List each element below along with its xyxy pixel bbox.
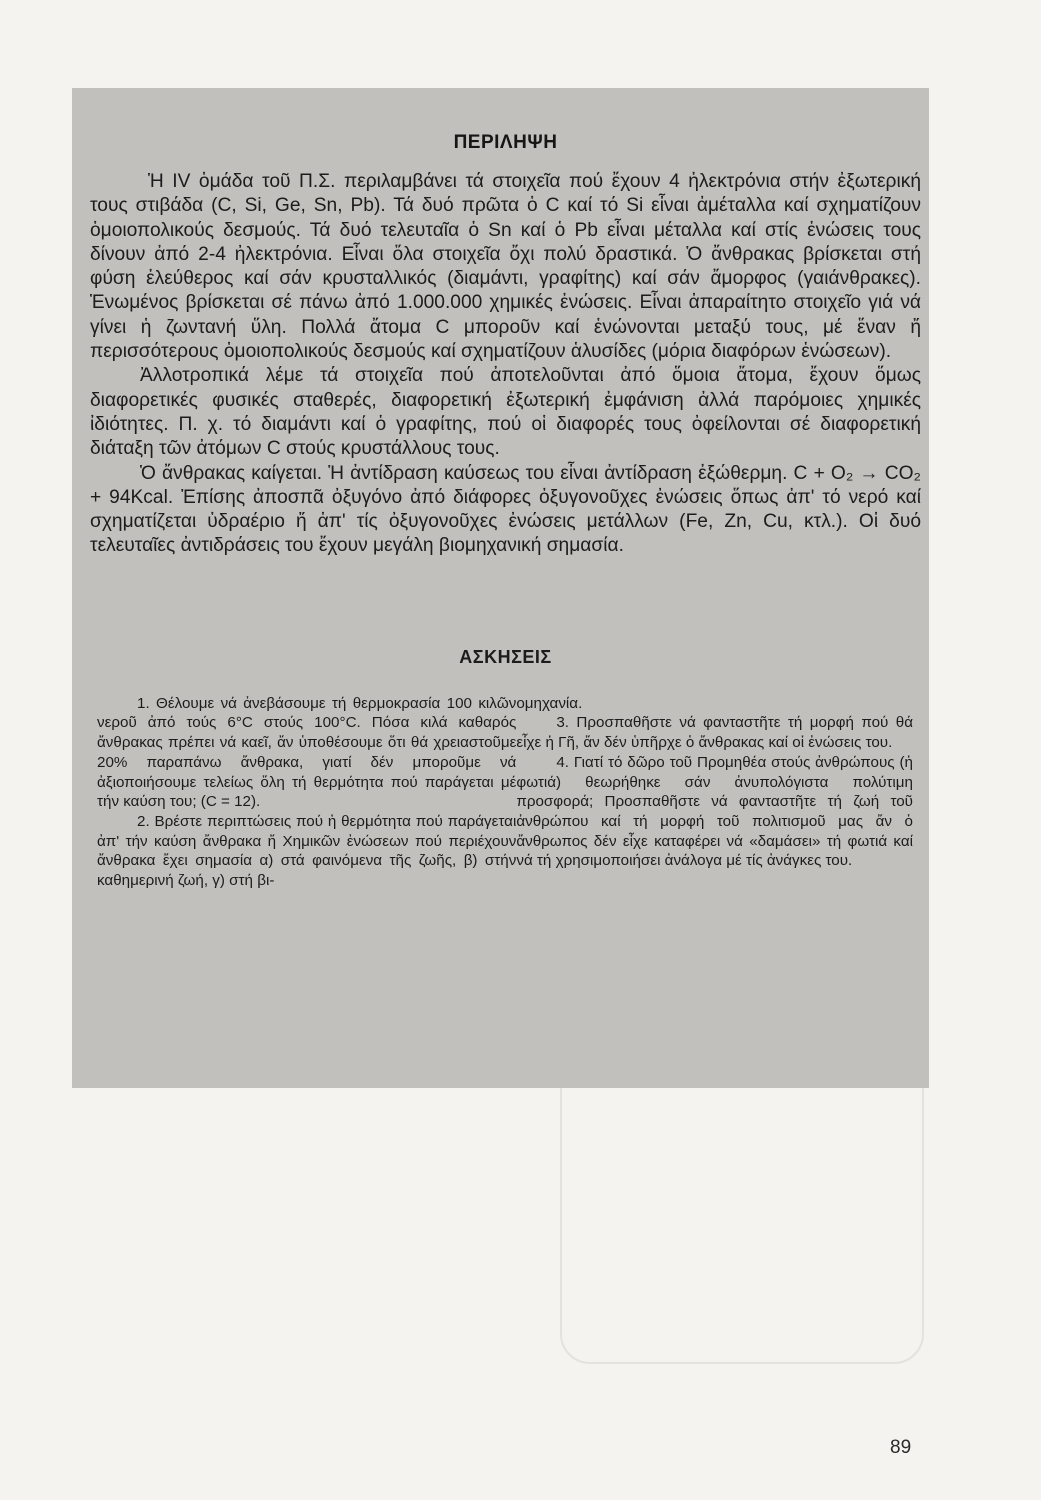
summary-paragraph: Ἡ IV ὁμάδα τοῦ Π.Σ. περιλαμβάνει τά στοιχεῖα πού ἔχουν 4 ἠλεκτρόνια στήν ἐξωτερική τους στιβάδα (C, Si, Ge, Sn, Pb). Τά δυό πρῶτα ὁ C καί τό Si εἶναι ἀμέταλλα καί σχηματίζουν ὁμοιοπολικούς δεσμούς. Τά δυό τελευταῖα ὁ Sn καί ὁ Pb εἶναι μέταλλα καί στίς ἐνώσεις τους δίνουν ἀπό 2-4 ἠλεκτρόνια. Εἶναι ὅλα στοιχεῖα ὄχι πολύ δραστικά. Ὁ ἄνθρακας βρίσκεται στή φύση ἐλεύθερος καί σάν κρυσταλλικός (διαμάντι, γραφίτης) καί σάν ἄμορφος (γαιάνθρακες). Ἑνωμένος βρίσκεται σέ πάνω ἀπό 1.000.000 χημικές ἐνώσεις. Εἶναι ἀπαραίτητο στοιχεῖο γιά νά γίνει ἡ ζωντανή ὕλη. Πολλά ἄτομα C μποροῦν καί ἑνώνονται μεταξύ τους, μέ ἕναν ἤ περισσότερους ὁμοιοπολικούς δεσμούς καί σχηματίζουν ἁλυσίδες (μόρια διαφόρων ἑνώσεων). bbox=[90, 171, 921, 363]
exercise-item: 4. Γιατί τό δῶρο τοῦ Προμηθέα στούς ἀνθρώπους (ἡ φωτιά) θεωρήθηκε σάν ἀνυπολόγιστα πολύτιμη προσφορά; Προσπαθῆστε νά φανταστῆτε τή ζωή τοῦ ἀνθρώπου καί τή μορφή τοῦ πολιτισμοῦ μας ἄν ὁ ἄνθρωπος δέν εἶχε καταφέρει νά «δαμάσει» τή φωτιά καί νά τή χρησιμοποιήσει ἀνάλογα μέ τίς ἀνάγκες του. bbox=[516, 753, 913, 870]
exercises-columns bbox=[90, 694, 921, 891]
exercise-item: 1. Θέλουμε νά ἀνεβάσουμε τή θερμοκρασία 100 κιλῶν νεροῦ ἀπό τούς 6°C στούς 100°C. Πόσα κιλά καθαρός ἄνθρακας πρέπει νά καεῖ, ἄν ὑποθέσουμε ὅτι θά χρειαστοῦμε 20% παραπάνω ἄνθρακα, γιατί δέν μποροῦμε νά ἀξιοποιήσουμε τελείως ὅλη τή θερμότητα πού παράγεται μέ τήν καύση του; (C = 12). bbox=[97, 694, 517, 811]
exercises-left-column bbox=[90, 694, 516, 891]
summary-body bbox=[90, 170, 921, 559]
exercises-right-column bbox=[516, 694, 921, 891]
bleed-through-text bbox=[505, 1080, 925, 1380]
summary-panel bbox=[72, 88, 929, 1088]
summary-paragraph: Ὁ ἄνθρακας καίγεται. Ἡ ἀντίδραση καύσεως του εἶναι ἀντίδραση ἐξώθερμη. C + O₂ → CO₂ + 94Kcal. Ἐπίσης ἀποσπᾶ ὀξυγόνο ἀπό διάφορες ὀξυγονοῦχες ἐνώσεις ὅπως ἀπ' τό νερό καί σχηματίζεται ὑδραέριο ἤ ἀπ' τίς ὀξυγονοῦχες ἐνώσεις μετάλλων (Fe, Zn, Cu, κτλ.). Οἱ δυό τελευταῖες ἀντιδράσεις του ἔχουν μεγάλη βιομηχανική σημασία. bbox=[90, 462, 921, 557]
page-number: 89 bbox=[890, 1437, 912, 1458]
exercise-item: 2. Βρέστε περιπτώσεις πού ἡ θερμότητα πού παράγεται ἀπ' τήν καύση ἄνθρακα ἤ Χημικῶν ἐνώσεων πού περιέχουν ἄνθρακα ἔχει σημασία α) στά φαινόμενα τῆς ζωῆς, β) στήν καθημερινή ζωή, γ) στή βι- bbox=[97, 812, 517, 890]
summary-title: ΠΕΡΙΛΗΨΗ bbox=[453, 132, 558, 153]
exercises-title: ΑΣΚΗΣΕΙΣ bbox=[459, 646, 552, 667]
exercise-item: 3. Προσπαθῆστε νά φανταστῆτε τή μορφή πού θά εἶχε ἡ Γῆ, ἄν δέν ὑπῆρχε ὁ ἄνθρακας καί οἱ ἐνώσεις του. bbox=[516, 714, 913, 752]
exercise-continuation: ομηχανία. bbox=[516, 694, 583, 712]
summary-paragraph: Ἀλλοτροπικά λέμε τά στοιχεῖα πού ἀποτελοῦνται ἀπό ὅμοια ἄτομα, ἔχουν ὅμως διαφορετικές φυσικές σταθερές, διαφορετική ἐξωτερική ἐμφάνιση ἀλλά παρόμοιες χημικές ἰδιότητες. Π. χ. τό διαμάντι καί ὁ γραφίτης, πού οἱ διαφορές τους ὀφείλονται σέ διαφορετική διάταξη τῶν ἀτόμων C στούς κρυστάλλους τους. bbox=[90, 365, 921, 460]
